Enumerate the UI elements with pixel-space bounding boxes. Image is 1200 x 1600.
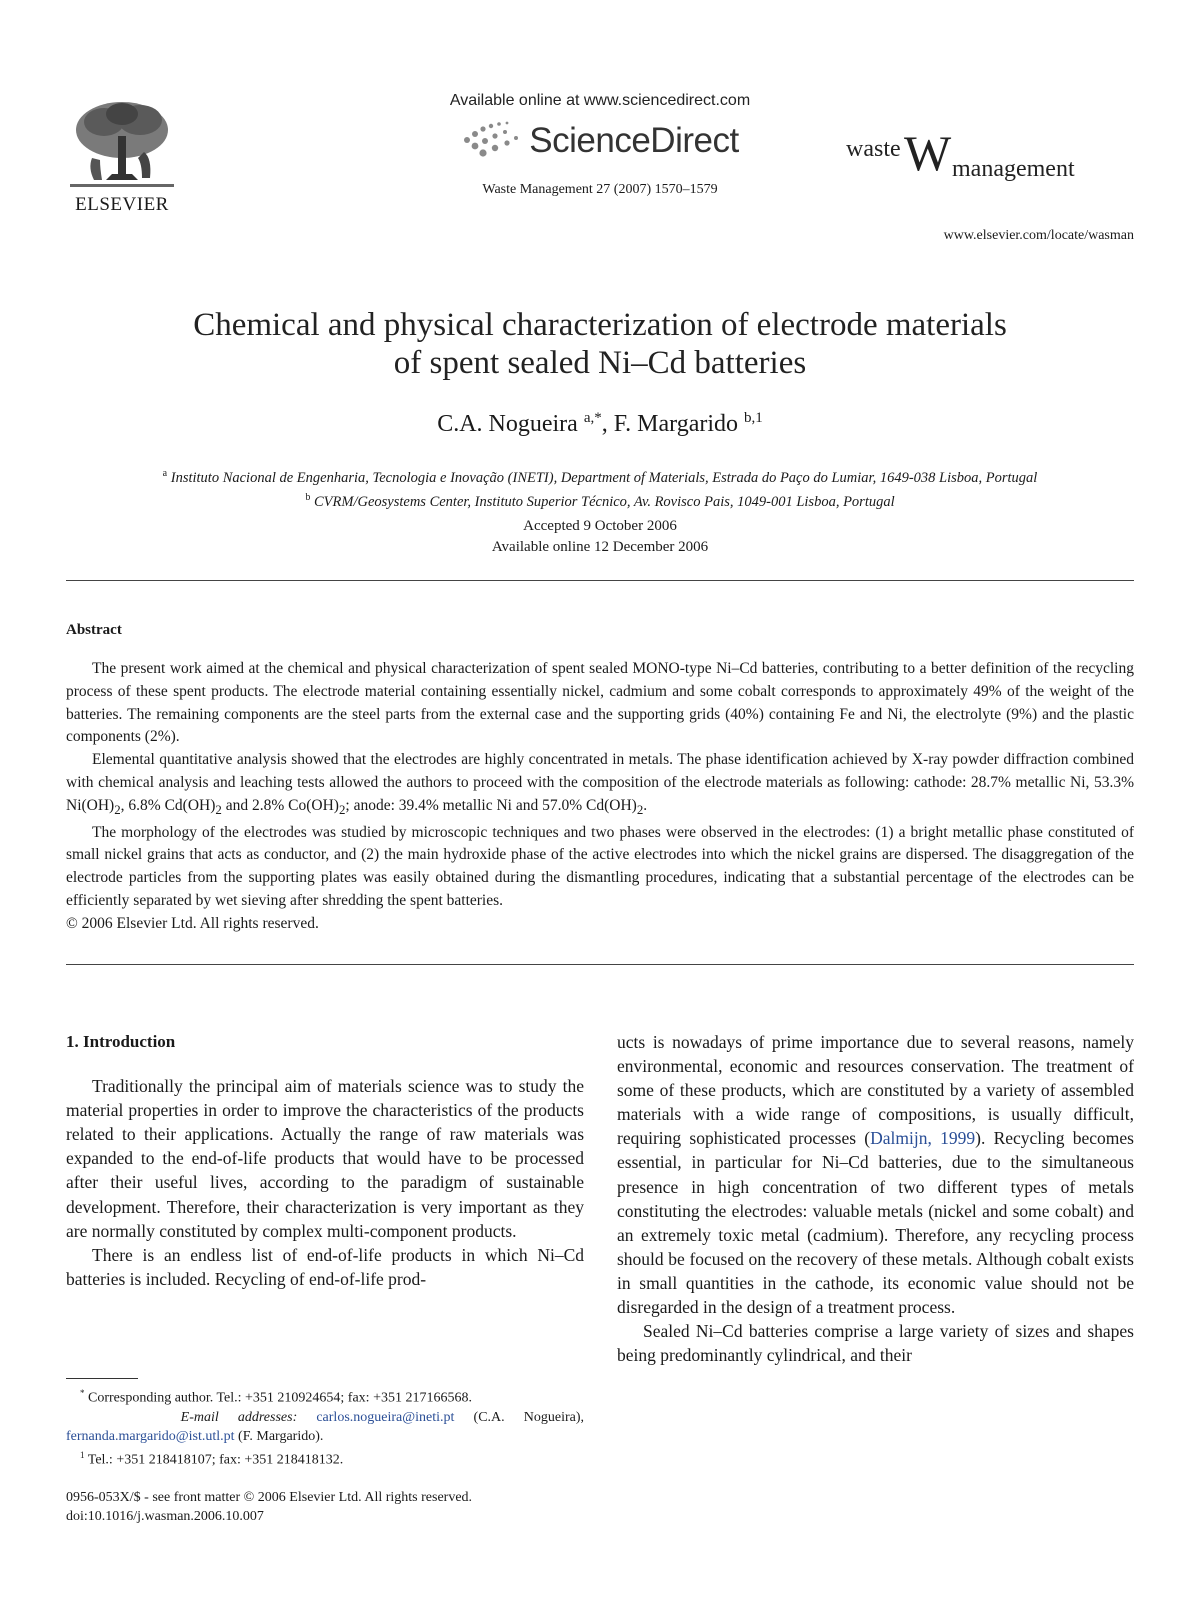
article-dates (66, 516, 1134, 558)
footnotes (66, 1384, 584, 1469)
subscript: 2 (114, 801, 121, 817)
body-paragraph: Sealed Ni–Cd batteries comprise a large variety of sizes and shapes being predominantly cylindrical, and their (617, 1321, 1134, 1366)
subscript: 2 (636, 801, 644, 817)
footnote-divider (66, 1378, 138, 1379)
available-online-notice[interactable]: Available online at www.sciencedirect.com (449, 92, 751, 109)
affiliations (66, 464, 1134, 512)
paper-title (66, 306, 1134, 382)
body-paragraph: There is an endless list of end-of-life products in which Ni–Cd batteries is included. Recycling of end-of-life prod- (66, 1244, 584, 1289)
svg-text:management: management (952, 156, 1075, 182)
abstract-paragraph: The morphology of the electrodes was studied by microscopic techniques and two phases were observed in the electrodes: (1) a bright metallic phase constituted of small nickel grains that acts as conductor, and (2) the main hydroxide phase of the active electrodes into which the nickel grains are dispersed. The disaggregation of the electrode particles from the supporting plates was easily obtained during the dismantling procedures, indicating that a substantial percentage of the electrodes can be efficiently separated by wet sieving after shredding the spent batteries. (66, 823, 1134, 910)
body-column-left (66, 1030, 584, 1291)
front-matter (66, 1488, 472, 1526)
footnote-text: Tel.: +351 218418107; fax: +351 218418132. (87, 1452, 344, 1468)
footnote-corresponding (66, 1384, 584, 1408)
affiliation-text: Instituto Nacional de Engenharia, Tecnologia e Inovação (INETI), Department of Materials, Estrada do Paço do Lumiar, 1649-038 Lisboa, Portugal (170, 469, 1038, 486)
body-paragraph: Traditionally the principal aim of materials science was to study the material properties in order to improve the characteristics of the products related to their applications. Actually the range of raw materials was expanded to the end-of-life products that would have to be processed after their useful lives, according to the paradigm of sustainable development. Therefore, their characterization is very important as they are normally constituted by complex multi-component products. (66, 1076, 584, 1241)
journal-citation: Waste Management 27 (2007) 1570–1579 (482, 182, 718, 197)
citation-link[interactable]: Dalmijn, 1999 (870, 1128, 976, 1149)
email-owner: (C.A. Nogueira), (473, 1409, 585, 1425)
body-text: ). Recycling becomes essential, in particular for Ni–Cd batteries, due to the simultaneous presence in high concentration of two different types of metals constituting the electrodes: valuable metals (nickel and some cobalt) and an extremely toxic metal (cadmium). Therefore, any recycling process should be focused on the recovery of these metals. Although cobalt exists in small quantities in the cathode, its economic value should not be disregarded in the design of a treatment process. (617, 1128, 1134, 1318)
elsevier-logo (66, 96, 178, 222)
divider (66, 964, 1134, 965)
email-link[interactable]: fernanda.margarido@ist.utl.pt (66, 1428, 235, 1444)
footnote-note (66, 1446, 584, 1470)
svg-text:W: W (904, 128, 952, 181)
subscript: 2 (338, 801, 346, 817)
email-link[interactable]: carlos.nogueira@ineti.pt (316, 1409, 455, 1425)
affiliation-item (66, 464, 1134, 488)
paper-title-line-2: of spent sealed Ni–Cd batteries (393, 345, 807, 381)
section-heading: 1. Introduction (66, 1032, 176, 1051)
abstract-text: , 6.8% Cd(OH) (120, 796, 216, 814)
affiliation-text: CVRM/Geosystems Center, Instituto Superior Técnico, Av. Rovisco Pais, 1049-001 Lisboa, Portugal (314, 493, 895, 510)
affiliation-mark: b (305, 491, 311, 503)
accepted-date: Accepted 9 October 2006 (523, 518, 677, 534)
waste-management-logo (846, 128, 1134, 188)
affiliation-mark: a (162, 468, 168, 479)
issn-line: 0956-053X/$ - see front matter © 2006 Elsevier Ltd. All rights reserved. (66, 1490, 473, 1505)
author-name[interactable]: C.A. Nogueira (437, 411, 578, 437)
body-paragraph (617, 1030, 1134, 1319)
abstract-text: Elemental quantitative analysis showed that the electrodes are highly concentrated in metals. The phase identification achieved by X-ray powder diffraction combined with chemical analysis and leaching tests allowed the authors to proceed with the composition of the electrode materials as following: cathode: 28.7% metallic Ni, 53.3% Ni(OH) (66, 751, 1134, 814)
abstract-heading: Abstract (66, 622, 122, 638)
abstract-paragraph: The present work aimed at the chemical and physical characterization of spent sealed MONO-type Ni–Cd batteries, contributing to a better definition of the recycling process of these spent products. The electrode material containing essentially nickel, cadmium and some cobalt corresponds to approximately 49% of the weight of the batteries. The remaining components are the steel parts from the external case and the supporting grids (40%) containing Fe and Ni, the electrolyte (9%) and the plastic components (2%). (66, 660, 1134, 746)
elsevier-tree-icon (66, 96, 178, 192)
author-marks[interactable]: b,1 (744, 410, 763, 426)
abstract-text: ; anode: 39.4% metallic Ni and 57.0% Cd(OH) (345, 796, 637, 814)
online-date: Available online 12 December 2006 (491, 539, 709, 555)
email-label: E-mail addresses: (180, 1409, 298, 1425)
body-text: ucts is nowadays of prime importance due to several reasons, namely environmental, economic and resources conservation. The treatment of some of these products, which are constituted by a variety of assembled materials with a wide range of compositions, is usually difficult, requiring sophisticated processes ( (617, 1032, 1134, 1149)
copyright-notice: © 2006 Elsevier Ltd. All rights reserved. (66, 914, 319, 932)
sciencedirect-banner (420, 92, 780, 198)
abstract-text: and 2.8% Co(OH) (221, 796, 339, 814)
svg-text:waste: waste (846, 136, 901, 162)
abstract-body (66, 658, 1134, 936)
subscript: 2 (215, 801, 222, 817)
author-name[interactable]: F. Margarido (613, 411, 739, 437)
footnote-text: Corresponding author. Tel.: +351 210924654; fax: +351 217166568. (88, 1390, 472, 1406)
affiliation-item (66, 488, 1134, 512)
footnote-mark: 1 (80, 1449, 85, 1460)
journal-url[interactable]: www.elsevier.com/locate/wasman (943, 228, 1134, 243)
divider (66, 580, 1134, 581)
doi-line[interactable]: doi:10.1016/j.wasman.2006.10.007 (66, 1509, 264, 1524)
author-separator: , (601, 411, 614, 437)
paper-title-line-1: Chemical and physical characterization of electrode materials (193, 307, 1007, 343)
sciencedirect-brand[interactable] (420, 120, 780, 162)
abstract-text: . (643, 796, 648, 814)
sciencedirect-name: ScienceDirect (529, 121, 739, 160)
author-list (66, 410, 1134, 438)
author-marks[interactable]: a,* (583, 410, 602, 426)
email-owner: (F. Margarido). (238, 1428, 324, 1444)
footnote-mark: * (80, 1388, 85, 1398)
abstract-paragraph (66, 749, 1134, 821)
waste-management-wordmark-icon (846, 128, 1134, 188)
publisher-name: ELSEVIER (75, 194, 169, 215)
sciencedirect-dots-icon (461, 120, 521, 162)
footnote-emails (66, 1408, 584, 1446)
body-column-right (617, 1030, 1134, 1367)
